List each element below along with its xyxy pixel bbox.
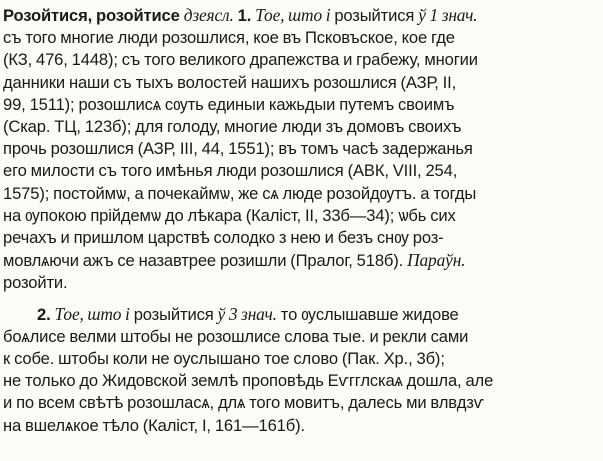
citation-line: 99, 1511); розошлисѧ сѹть единыи кажьдыи путемъ своимъ	[3, 94, 455, 114]
citation-line: съ того многие люди розошлися, кое въ Псковъское, кое где	[3, 28, 455, 48]
citation-text: мовлѧючи ажъ се назавтрее розишли (Пралог, 518б).	[3, 251, 404, 271]
citation-line: 1575); постоймѡ, а почекаймѡ, же сѧ люде розойдѹтъ. а тогды	[3, 183, 477, 203]
entry-line-1	[3, 4, 599, 27]
sense-2-gloss: Тое, што і	[54, 303, 130, 324]
sense-number-1: 1.	[237, 6, 252, 25]
sense-1-ref-word: розыйтися	[330, 6, 419, 25]
citation-line: на вшелѧкое тѣло (Каліст, I, 161—161б).	[3, 415, 305, 435]
citation-line: к собе. штобы коли не оуслышано тое слово (Пак. Хр., 3б);	[3, 349, 445, 369]
sense-1-ref-sense: ў 1 знач.	[418, 5, 478, 25]
cross-reference-label: Параўн.	[407, 250, 466, 271]
headword: Розойтися, розойтисе	[3, 6, 180, 25]
sense-1-gloss: Тое, што і	[255, 5, 331, 25]
citation-line: его милости съ того имѣнья люди розошлися (АВК, VIII, 254,	[3, 161, 458, 181]
sense-number-2: 2.	[37, 304, 51, 324]
sense-2-ref-sense: ў 3 знач.	[217, 303, 277, 324]
sense-2-citation-start: то ѹслышавше жидове	[276, 304, 459, 324]
citation-line: боѧлисе велми штобы не розошлисе слова тые. и рекли сами	[3, 326, 469, 346]
citation-line: прочь розошлися (АЗР, III, 44, 1551); въ томъ часѣ задержанья	[3, 139, 473, 159]
part-of-speech: дзеясл.	[183, 5, 234, 25]
sense-2-ref-word: розыйтися	[129, 304, 218, 324]
cross-reference-word: розойти.	[3, 273, 68, 293]
sense-2-first-line	[3, 303, 599, 326]
citation-line: (КЗ, 476, 1448); съ того великого драпежства и грабежу, многии	[3, 50, 478, 70]
citation-line: и по всем свѣтѣ розошласѧ, длѧ того мовитъ, далесь ми влвдзѵ	[3, 393, 485, 413]
citation-line: не только до Жидовской землѣ проповѣдь Еѵгглскаѧ дошла, але	[3, 371, 494, 391]
citation-line-with-crossref	[3, 249, 599, 272]
entry-sense-2	[3, 303, 599, 437]
citation-line: данники наши съ тыхъ волостей нашихъ розошлися (АЗР, II,	[3, 72, 457, 92]
citation-line: (Скар. ТЦ, 123б); для голоду, многие люди зъ домовъ своихъ	[3, 117, 462, 137]
citation-line: речахъ и пришлом царствѣ солодко з нею и безъ снѹ роз-	[3, 228, 444, 248]
entry-sense-1	[3, 4, 599, 295]
citation-line: на ѹпокою прійдемѡ до лѣкара (Каліст, II, 33б—34); ѡбь сих	[3, 205, 456, 225]
